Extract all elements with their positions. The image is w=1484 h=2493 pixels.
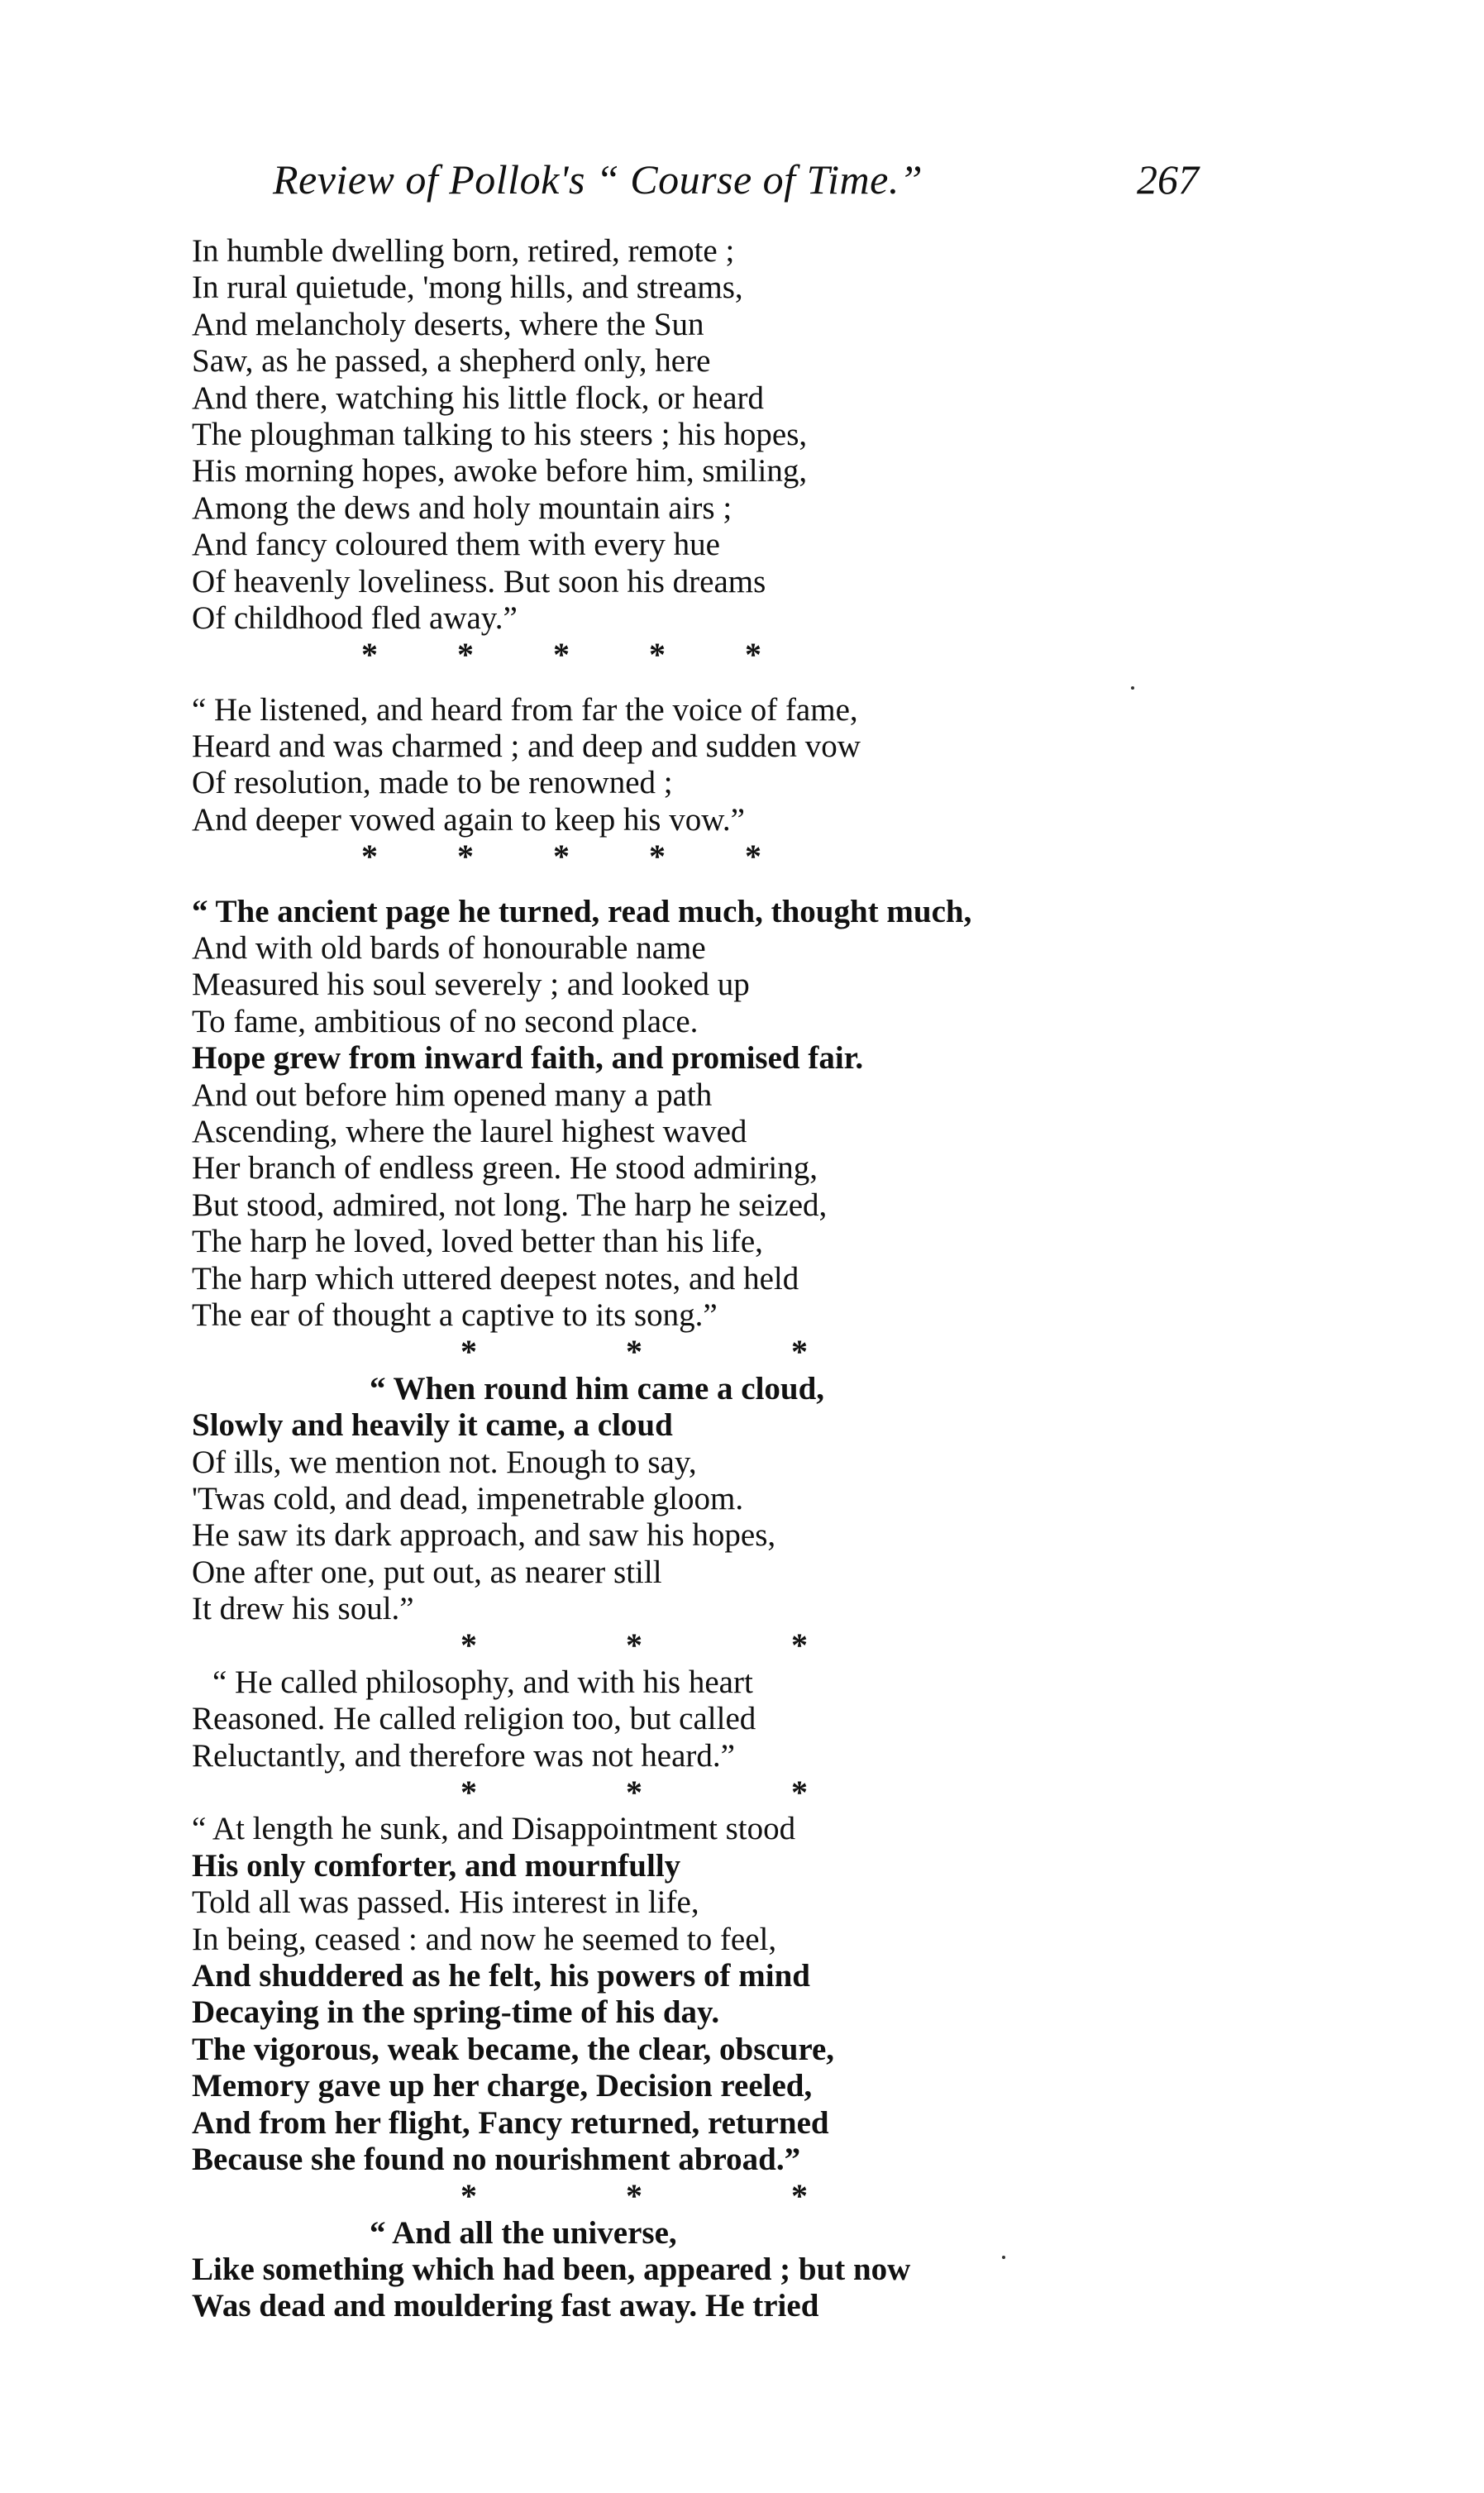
verse-line: Among the dews and holy mountain airs ; [192,490,732,526]
verse-line: The vigorous, weak became, the clear, obscure, [192,2031,835,2067]
verse-line: Of ills, we mention not. Enough to say, [192,1444,697,1480]
verse-line: Saw, as he passed, a shepherd only, here [192,343,711,380]
verse-line: Was dead and mouldering fast away. He tried [192,2288,819,2324]
ink-speck [1131,686,1134,690]
verse-line: Told all was passed. His interest in life, [192,1884,699,1921]
section-separator: * * * [460,1626,808,1664]
verse-line: “ The ancient page he turned, read much, thought much, [192,893,972,929]
verse-line: In rural quietude, 'mong hills, and streams, [192,270,743,306]
verse-line: Reluctantly, and therefore was not heard.” [192,1737,735,1774]
verse-line: Her branch of endless green. He stood admiring, [192,1150,818,1187]
section-separator: * * * * * [361,636,761,674]
verse-line: “ At length he sunk, and Disappointment stood [192,1811,796,1847]
poem-excerpt [192,233,1200,2325]
verse-line: Decaying in the spring-time of his day. [192,1994,720,2031]
verse-line: In humble dwelling born, retired, remote ; [192,233,735,269]
verse-line: And fancy coloured them with every hue [192,527,720,563]
verse-line: Ascending, where the laurel highest waved [192,1113,747,1149]
verse-line: And out before him opened many a path [192,1077,713,1113]
verse-line: “ He listened, and heard from far the voice of fame, [192,691,858,728]
stanza-cloud [192,1371,1200,1628]
section-separator: * * * [460,1333,808,1371]
verse-line: The ear of thought a captive to its song.” [192,1297,718,1333]
verse-line: In being, ceased : and now he seemed to feel, [192,1921,777,1957]
verse-line: It drew his soul.” [192,1591,414,1627]
verse-line: Reasoned. He called religion too, but called [192,1701,756,1737]
verse-line: Of resolution, made to be renowned ; [192,765,673,801]
verse-line: His only comforter, and mournfully [192,1847,681,1884]
verse-line: “ He called philosophy, and with his heart [212,1664,753,1700]
stanza-universe [192,2215,1200,2325]
stanza-philosophy [192,1664,1200,1774]
verse-line: And shuddered as he felt, his powers of mind [192,1957,810,1994]
running-head: Review of Pollok's “ Course of Time.” [273,156,923,203]
ink-speck [1002,2256,1005,2259]
verse-line: And deeper vowed again to keep his vow.” [192,801,745,838]
verse-line: Of childhood fled away.” [192,599,518,636]
verse-line: And from her flight, Fancy returned, returned [192,2104,829,2141]
verse-line: Slowly and heavily it came, a cloud [192,1407,673,1444]
verse-line: He saw its dark approach, and saw his hopes, [192,1517,776,1554]
verse-line: Hope grew from inward faith, and promised fair. [192,1040,864,1077]
stanza-disappointment [192,1811,1200,2178]
verse-line: The harp which uttered deepest notes, and held [192,1260,799,1297]
section-separator: * * * [460,2177,808,2215]
stanza-childhood [192,233,1200,637]
verse-line: The harp he loved, loved better than his life, [192,1224,763,1260]
stanza-harp [192,894,1200,1335]
page-number: 267 [1137,156,1199,203]
verse-line: To fame, ambitious of no second place. [192,1003,699,1039]
verse-line: Heard and was charmed ; and deep and sudden vow [192,728,861,765]
verse-line: Of heavenly loveliness. But soon his dreams [192,563,766,599]
verse-line: “ When round him came a cloud, [370,1370,825,1406]
verse-line: Like something which had been, appeared ; but now [192,2252,911,2288]
verse-line: And with old bards of honourable name [192,930,706,967]
stanza-fame [192,692,1200,839]
verse-line: Memory gave up her charge, Decision reeled, [192,2068,813,2104]
section-separator: * * * [460,1774,808,1812]
verse-line: And there, watching his little flock, or heard [192,380,765,416]
section-separator: * * * * * [361,838,761,876]
verse-line: 'Twas cold, and dead, impenetrable gloom. [192,1480,744,1516]
page-header [273,155,1199,213]
verse-line: But stood, admired, not long. The harp he seized, [192,1187,828,1223]
verse-line: “ And all the universe, [370,2214,677,2251]
verse-line: One after one, put out, as nearer still [192,1554,662,1590]
verse-line: Because she found no nourishment abroad.” [192,2141,801,2177]
verse-line: And melancholy deserts, where the Sun [192,306,704,342]
verse-line: His morning hopes, awoke before him, smiling, [192,453,808,490]
verse-line: The ploughman talking to his steers ; his hopes, [192,416,808,452]
verse-line: Measured his soul severely ; and looked up [192,967,750,1003]
